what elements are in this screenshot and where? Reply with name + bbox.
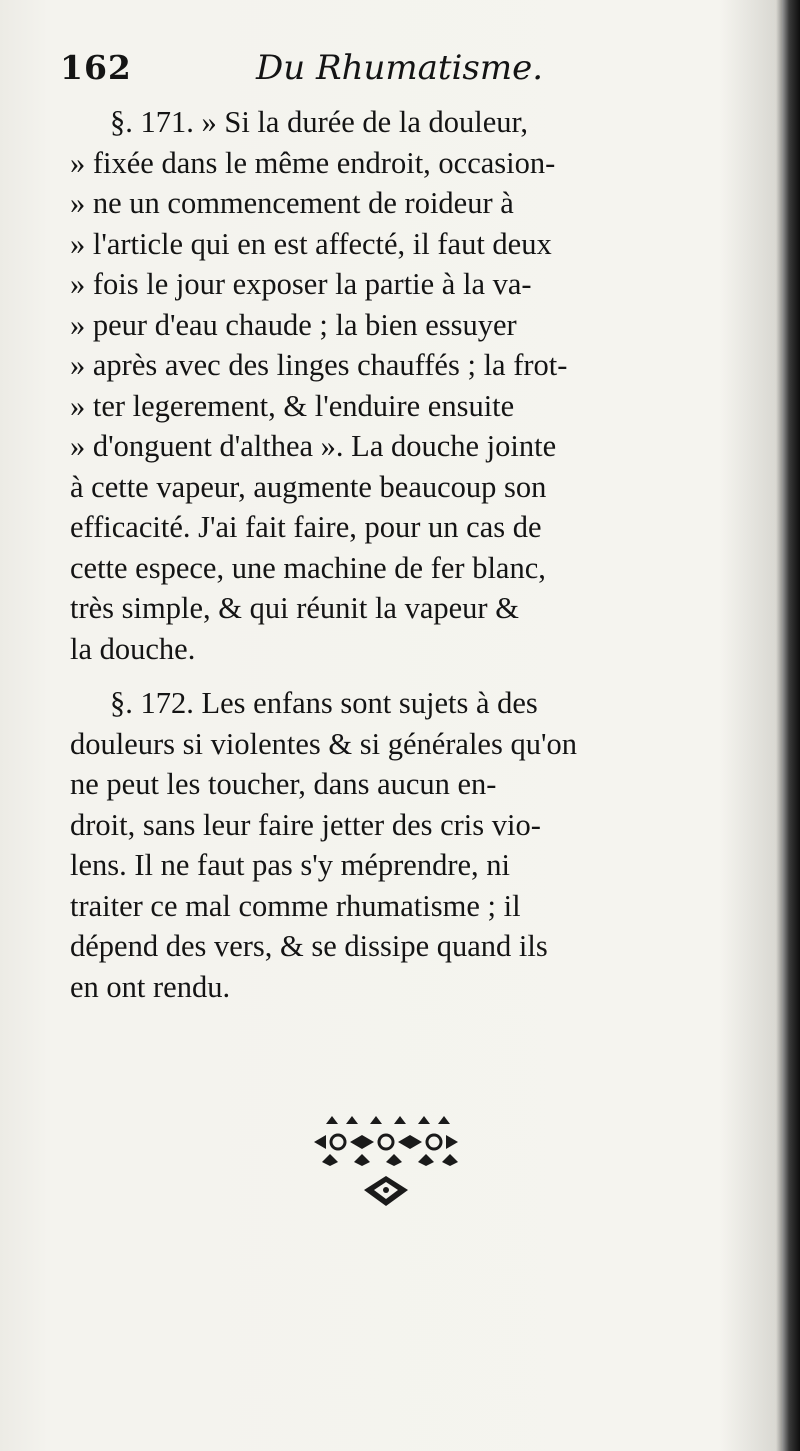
text-line: » fois le jour exposer la partie à la va- bbox=[70, 267, 532, 301]
text-line: » l'article qui en est affecté, il faut deux bbox=[70, 226, 552, 261]
page-header bbox=[60, 48, 720, 98]
text-line: §. 171. » Si la durée de la douleur, bbox=[110, 105, 529, 139]
text-line: la douche. bbox=[70, 631, 196, 666]
text-line: droit, sans leur faire jetter des cris vio- bbox=[70, 807, 541, 842]
text-line: » peur d'eau chaude ; la bien essuyer bbox=[70, 307, 517, 342]
text-line: cette espece, une machine de fer blanc, bbox=[70, 550, 546, 585]
text-line: » après avec des linges chauffés ; la frot- bbox=[70, 348, 568, 382]
text-line: traiter ce mal comme rhumatisme ; il bbox=[70, 888, 521, 923]
body-text bbox=[70, 102, 710, 1007]
text-line: en ont rendu. bbox=[70, 969, 231, 1004]
text-line: efficacité. J'ai fait faire, pour un cas de bbox=[70, 510, 542, 544]
text-line: » ter legerement, & l'enduire ensuite bbox=[70, 388, 515, 423]
text-line: » d'onguent d'althea ». La douche jointe bbox=[70, 429, 557, 463]
text-line: » fixée dans le même endroit, occasion- bbox=[70, 145, 556, 180]
running-head: Du Rhumatisme. bbox=[256, 48, 544, 88]
page-number: 162 bbox=[60, 48, 132, 87]
text-line: très simple, & qui réunit la vapeur & bbox=[70, 591, 519, 625]
text-line: douleurs si violentes & si générales qu'on bbox=[70, 726, 577, 761]
book-spine-edge bbox=[782, 0, 800, 1451]
text-line: » ne un commencement de roideur à bbox=[70, 186, 514, 220]
text-line: dépend des vers, & se dissipe quand ils bbox=[70, 929, 548, 963]
text-line: à cette vapeur, augmente beaucoup son bbox=[70, 469, 547, 504]
text-line: §. 172. Les enfans sont sujets à des bbox=[110, 686, 538, 720]
text-line: lens. Il ne faut pas s'y méprendre, ni bbox=[70, 848, 510, 882]
floral-tailpiece-icon bbox=[308, 1110, 464, 1214]
paragraph-171 bbox=[70, 102, 710, 669]
text-line: ne peut les toucher, dans aucun en- bbox=[70, 767, 497, 801]
paragraph-172 bbox=[70, 683, 710, 1007]
